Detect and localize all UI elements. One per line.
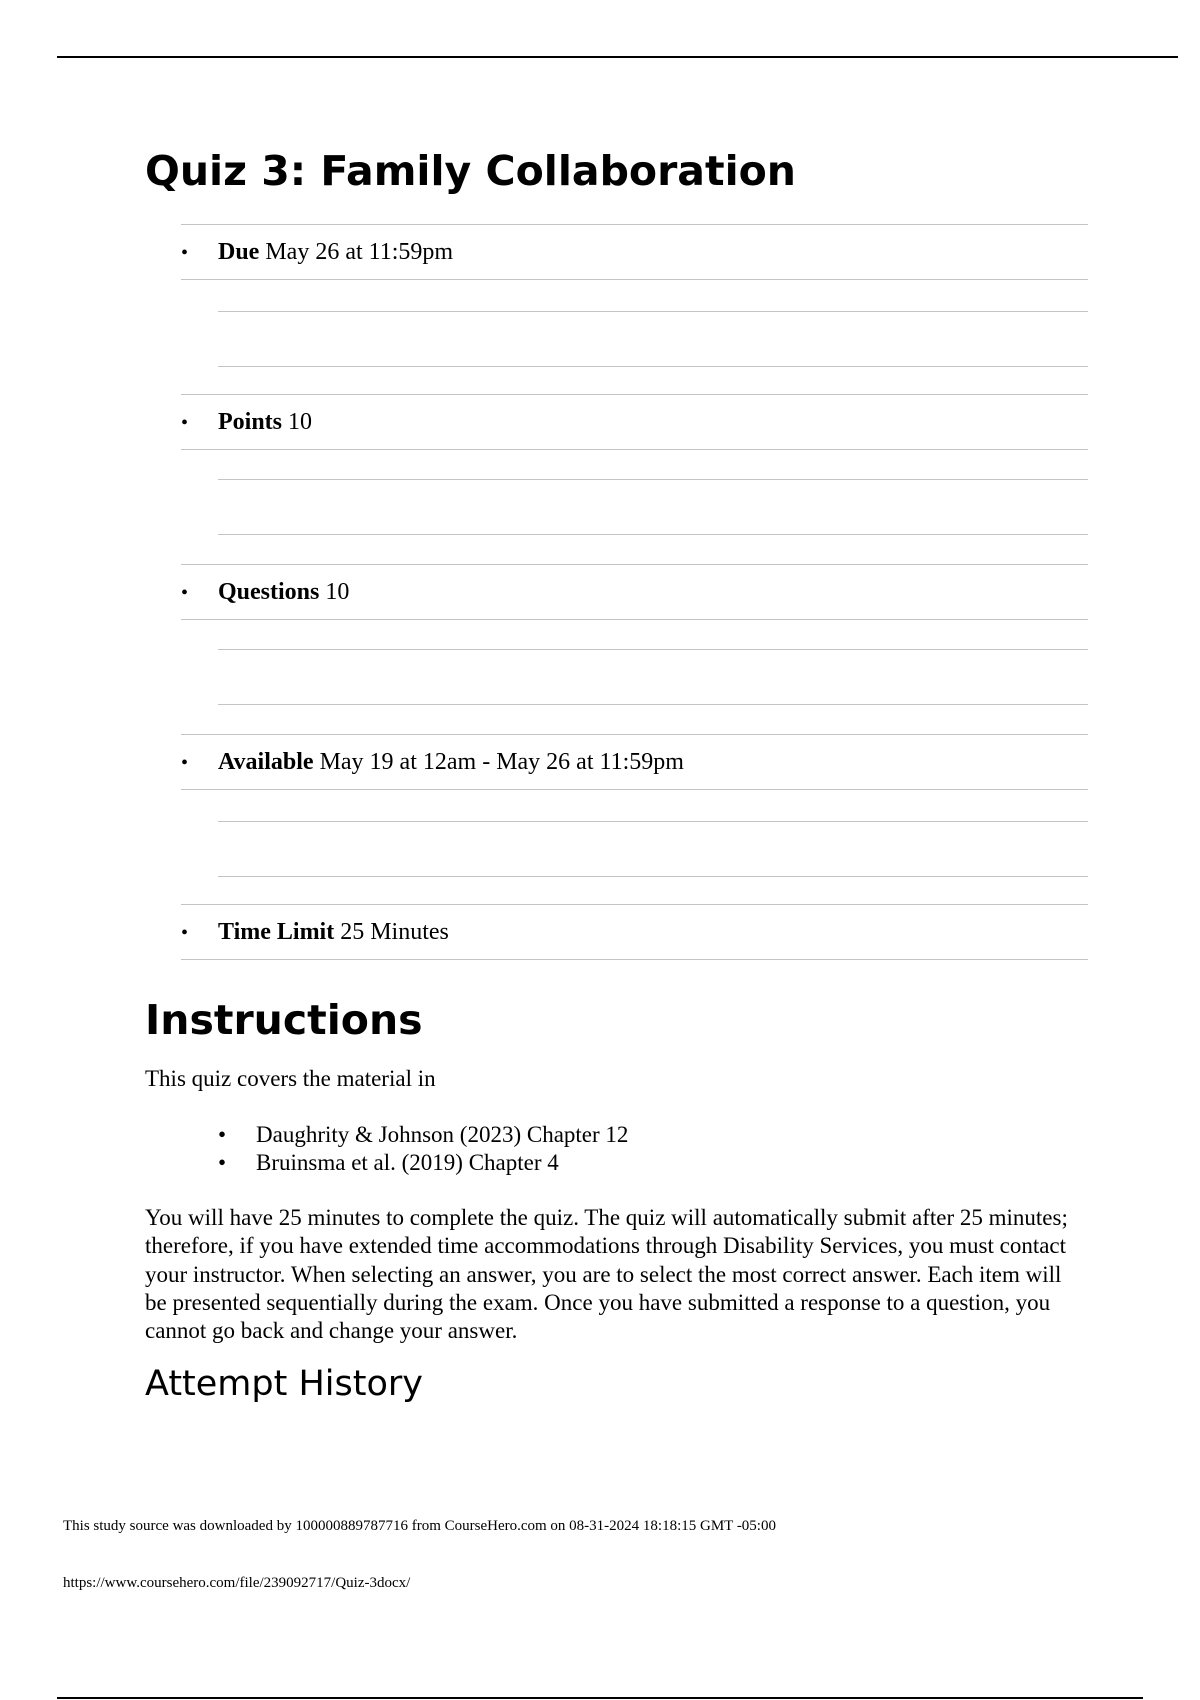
quiz-details-list — [181, 224, 1088, 960]
divider — [218, 649, 1088, 705]
instructions-heading: Instructions — [145, 996, 423, 1044]
list-item: • Bruinsma et al. (2019) Chapter 4 — [218, 1149, 628, 1177]
detail-available — [181, 734, 1088, 790]
attempt-history-heading: Attempt History — [145, 1364, 423, 1404]
instructions-intro: This quiz covers the material in — [145, 1066, 436, 1091]
divider — [218, 311, 1088, 367]
chapter-list — [218, 1121, 628, 1177]
detail-label: Questions — [218, 579, 320, 605]
bullet-icon: • — [181, 242, 189, 264]
detail-time-limit — [181, 904, 1088, 960]
bullet-icon: • — [181, 922, 189, 944]
bullet-icon: • — [181, 412, 189, 434]
list-item: • Daughrity & Johnson (2023) Chapter 12 — [218, 1121, 628, 1149]
divider — [218, 821, 1088, 877]
detail-label: Available — [218, 749, 314, 775]
bullet-icon: • — [181, 582, 189, 604]
source-note: This study source was downloaded by 100000889787716 from CourseHero.com on 08-31-2024 18:18:15 GMT -05:00 — [63, 1518, 776, 1534]
instructions-body: You will have 25 minutes to complete the quiz. The quiz will automatically submit after 25 minutes; therefore, if you have extended time accommodations through Disability Services, you must contact your instructor. When selecting an answer, you are to select the most correct answer. Each item will be presented sequentially during the exam. Once you have submitted a response to a question, you cannot go back and change your answer. — [145, 1205, 1068, 1344]
detail-label: Time Limit — [218, 919, 335, 945]
top-divider — [57, 56, 1178, 58]
detail-value: May 26 at 11:59pm — [265, 239, 454, 265]
detail-label: Points — [218, 409, 283, 435]
detail-points — [181, 394, 1088, 450]
detail-value: 10 — [325, 579, 350, 605]
detail-label: Due — [218, 239, 260, 265]
source-url: https://www.coursehero.com/file/239092717/Quiz-3docx/ — [63, 1575, 411, 1591]
divider — [218, 479, 1088, 535]
detail-value: May 19 at 12am - May 26 at 11:59pm — [319, 749, 684, 775]
bottom-divider — [57, 1697, 1143, 1699]
bullet-icon: • — [181, 752, 189, 774]
page-title: Quiz 3: Family Collaboration — [145, 147, 796, 195]
detail-questions — [181, 564, 1088, 620]
detail-due — [181, 224, 1088, 280]
detail-value: 10 — [288, 409, 313, 435]
detail-value: 25 Minutes — [340, 919, 449, 945]
